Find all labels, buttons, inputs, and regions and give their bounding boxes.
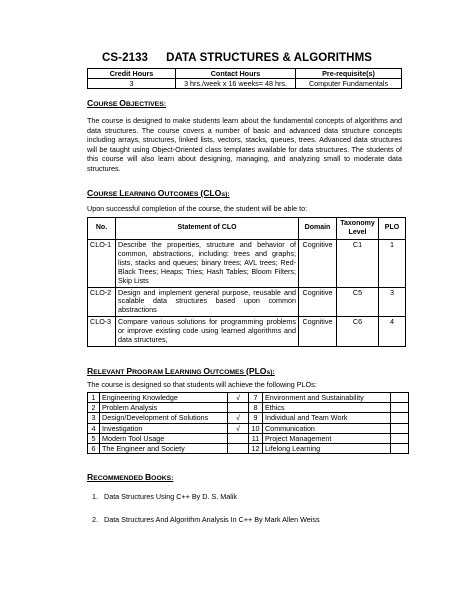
clo-no: CLO-2 <box>88 287 116 317</box>
plo-label: Project Management <box>263 433 391 443</box>
clo-statement: Describe the properties, structure and behavior of common, abstractions, including: trees and graphs; lists, stacks and queues; binary trees; AVL trees; Red-Black Trees; Heaps; Tries; Hash Tables; Bloom Filters; Skip Lists <box>116 240 299 288</box>
plo-row <box>88 413 409 423</box>
plo-label: Design/Development of Solutions <box>100 413 228 423</box>
clo-taxonomy-header: Taxonomy Level <box>337 218 379 240</box>
course-code: CS-2133 <box>101 52 149 64</box>
clo-plo: 3 <box>379 287 406 317</box>
plo-label: Investigation <box>100 423 228 433</box>
clo-statement: Design and implement general purpose, reusable and scalable data structures based upon common abstractions <box>116 287 299 317</box>
page-title <box>0 52 474 64</box>
plo-table <box>87 392 409 454</box>
plo-check <box>391 413 409 423</box>
plo-number: 2 <box>88 403 100 413</box>
plo-label: Individual and Team Work <box>263 413 391 423</box>
clo-domain-header: Domain <box>299 218 337 240</box>
clo-taxonomy: C1 <box>337 240 379 288</box>
plo-number: 4 <box>88 423 100 433</box>
plo-label: Lifelong Learning <box>263 443 391 453</box>
plo-check <box>391 403 409 413</box>
prerequisite-value: Computer Fundamentals <box>296 79 402 89</box>
plo-check <box>228 443 249 453</box>
objectives-text: The course is designed to make students learn about the fundamental concepts of algorithms and data structures. The course covers a number of basic and advanced data structure concepts including arrays, structures, linked lists, vectors, stacks, queues, trees. Advanced data structures will be taught using Object-Oriented class templates available for data structures. The students of this course will also learn about designing, managing, and analyzing small to moderate data structures. <box>87 116 402 173</box>
clo-intro: Upon successful completion of the course, the student will be able to: <box>87 204 308 213</box>
plo-label: Modern Tool Usage <box>100 433 228 443</box>
prerequisite-header: Pre-requisite(s) <box>296 69 402 79</box>
credit-hours-value: 3 <box>88 79 176 89</box>
plo-check <box>391 423 409 433</box>
plo-label: Environment and Sustainability <box>263 393 391 403</box>
plo-check: √ <box>228 413 249 423</box>
course-info-header-row <box>88 69 402 79</box>
plo-heading: RELEVANT PROGRAM LEARNING OUTCOMES (PLOs): <box>87 366 275 376</box>
clo-statement-header: Statement of CLO <box>116 218 299 240</box>
clo-row <box>88 240 406 288</box>
plo-number: 10 <box>249 423 263 433</box>
clo-table <box>87 217 406 347</box>
clo-header-row <box>88 218 406 240</box>
plo-label: Problem Analysis <box>100 403 228 413</box>
books-heading: RECOMMENDED BOOKS: <box>87 472 174 482</box>
plo-row <box>88 423 409 433</box>
plo-number: 1 <box>88 393 100 403</box>
plo-number: 3 <box>88 413 100 423</box>
plo-label: Engineering Knowledge <box>100 393 228 403</box>
book-number: 2. <box>92 515 98 524</box>
plo-label: The Engineer and Society <box>100 443 228 453</box>
clo-no: CLO-1 <box>88 240 116 288</box>
clo-heading: COURSE LEARNING OUTCOMES (CLOs): <box>87 188 230 198</box>
plo-number: 11 <box>249 433 263 443</box>
objectives-heading: COURSE OBJECTIVES: <box>87 98 167 108</box>
contact-hours-header: Contact Hours <box>176 69 296 79</box>
plo-number: 8 <box>249 403 263 413</box>
plo-number: 6 <box>88 443 100 453</box>
plo-number: 9 <box>249 413 263 423</box>
clo-no: CLO-3 <box>88 317 116 347</box>
plo-intro: The course is designed so that students will achieve the following PLOs: <box>87 380 317 389</box>
clo-row <box>88 317 406 347</box>
plo-number: 7 <box>249 393 263 403</box>
clo-domain: Cognitive <box>299 317 337 347</box>
plo-row <box>88 443 409 453</box>
contact-hours-value: 3 hrs./week x 16 weeks= 48 hrs. <box>176 79 296 89</box>
plo-label: Ethics <box>263 403 391 413</box>
plo-check <box>391 443 409 453</box>
plo-check <box>228 403 249 413</box>
clo-no-header: No. <box>88 218 116 240</box>
clo-domain: Cognitive <box>299 287 337 317</box>
plo-check <box>391 433 409 443</box>
plo-number: 12 <box>249 443 263 453</box>
course-info-value-row <box>88 79 402 89</box>
plo-row <box>88 393 409 403</box>
book-title: Data Structures Using C++ By D. S. Malik <box>104 492 238 501</box>
credit-hours-header: Credit Hours <box>88 69 176 79</box>
plo-check <box>391 393 409 403</box>
course-title: DATA STRUCTURES & ALGORITHMS <box>166 52 373 64</box>
plo-number: 5 <box>88 433 100 443</box>
clo-taxonomy: C5 <box>337 287 379 317</box>
plo-check: √ <box>228 423 249 433</box>
clo-row <box>88 287 406 317</box>
clo-plo-header: PLO <box>379 218 406 240</box>
clo-taxonomy: C6 <box>337 317 379 347</box>
book-item <box>92 515 320 524</box>
clo-domain: Cognitive <box>299 240 337 288</box>
plo-label: Communication <box>263 423 391 433</box>
course-info-table <box>87 68 402 89</box>
clo-statement: Compare various solutions for programming problems or improve existing code using learned algorithms and data structures, <box>116 317 299 347</box>
plo-check <box>228 433 249 443</box>
book-title: Data Structures And Algorithm Analysis In C++ By Mark Allen Weiss <box>104 515 320 524</box>
plo-row <box>88 403 409 413</box>
clo-plo: 4 <box>379 317 406 347</box>
clo-plo: 1 <box>379 240 406 288</box>
plo-row <box>88 433 409 443</box>
book-number: 1. <box>92 492 98 501</box>
plo-check: √ <box>228 393 249 403</box>
book-item <box>92 492 237 501</box>
